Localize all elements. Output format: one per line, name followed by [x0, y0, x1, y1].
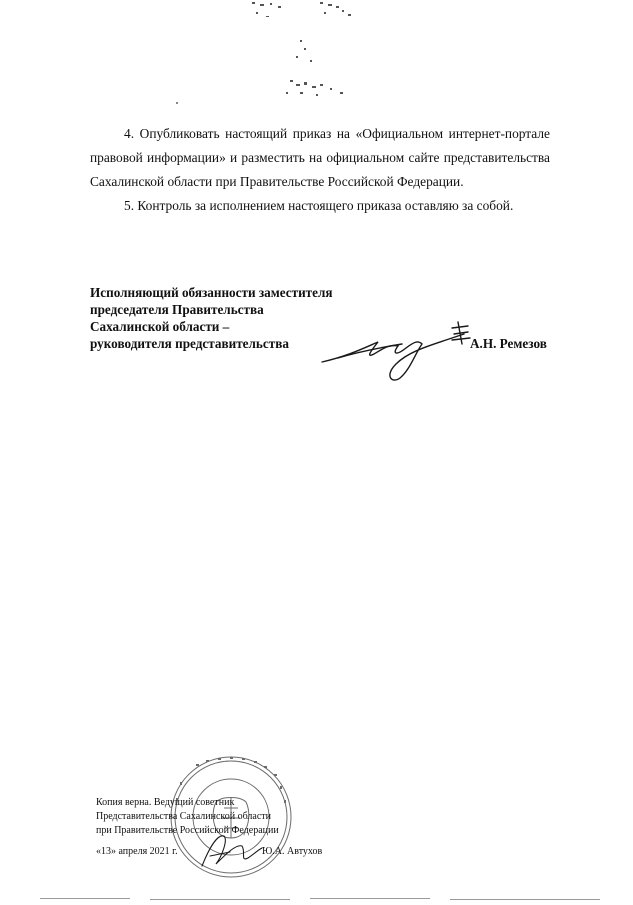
paragraph-5: 5. Контроль за исполнением настоящего приказа оставляю за собой. [124, 198, 514, 213]
position-line: председателя Правительства [90, 302, 264, 317]
handwritten-signature [318, 318, 488, 388]
certification-line: Представительства Сахалинской области [96, 811, 272, 822]
position-line: Сахалинской области – [90, 319, 230, 334]
certifier-name: Ю.А. Автухов [262, 846, 323, 857]
certification-date: «13» апреля 2021 г. [96, 846, 178, 857]
scan-artifact [230, 0, 370, 100]
position-line: руководителя представительства [90, 336, 289, 351]
certification-line: Копия верна. Ведущий советник [96, 797, 235, 808]
certification-line: при Правительстве Российской Федерации [96, 825, 279, 836]
scan-speck [176, 102, 178, 104]
position-line: Исполняющий обязанности заместителя [90, 285, 333, 300]
signer-name: А.Н. Ремезов [470, 336, 547, 351]
certifier-signature [196, 826, 266, 874]
scan-edge [40, 898, 600, 900]
paragraph-4: 4. Опубликовать настоящий приказ на «Официальном интернет-портале правовой информации» и разместить на официальном сайте представительства Сахалинской области при Правительстве Российской Федерации. [90, 126, 550, 189]
